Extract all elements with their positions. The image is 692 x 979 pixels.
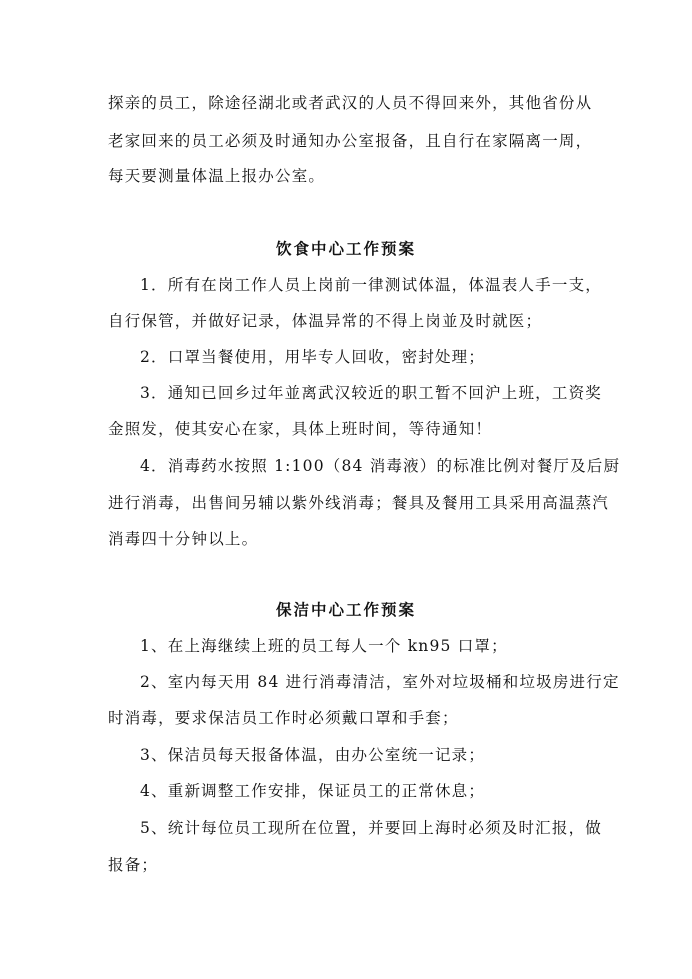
intro-line-1: 探亲的员工，除途径湖北或者武汉的人员不得回来外，其他省份从 [108,94,593,112]
cleaning-item-5-line-1: 5、统计每位员工现所在位置，并要回上海时必须及时汇报，做 [140,819,602,837]
cleaning-item-5-line-2: 报备； [108,856,159,874]
catering-item-4-line-3: 消毒四十分钟以上。 [108,530,259,548]
catering-item-1-line-2: 自行保管，并做好记录，体温异常的不得上岗並及时就医； [108,312,543,330]
intro-line-2: 老家回来的员工必须及时通知办公室报备，且自行在家隔离一周， [108,132,593,150]
catering-item-3-line-1: 3．通知已回乡过年並离武汉较近的职工暂不回沪上班，工资奖 [140,384,602,402]
catering-item-1-line-1: 1．所有在岗工作人员上岗前一律测试体温，体温表人手一支， [140,276,602,294]
cleaning-item-1: 1、在上海继续上班的员工每人一个 kn95 口罩； [140,637,508,655]
cleaning-item-2-line-1: 2、室内每天用 84 进行消毒清洁，室外对垃圾桶和垃圾房进行定 [140,673,620,691]
cleaning-item-3: 3、保洁员每天报备体温，由办公室统一记录； [140,746,486,764]
cleaning-item-2-line-2: 时消毒，要求保洁员工作时必须戴口罩和手套； [108,709,459,727]
catering-title: 饮食中心工作预案 [275,239,416,258]
catering-item-2: 2．口罩当餐使用，用毕专人回收，密封处理； [140,348,486,366]
intro-line-3: 每天要测量体温上报办公室。 [108,167,326,185]
catering-item-4-line-2: 进行消毒，出售间另辅以紫外线消毒；餐具及餐用工具采用高温蒸汽 [108,494,610,512]
cleaning-title: 保洁中心工作预案 [275,600,416,619]
cleaning-item-4: 4、重新调整工作安排，保证员工的正常休息； [140,782,486,800]
catering-item-3-line-2: 金照发，使其安心在家，具体上班时间，等待通知！ [108,420,493,438]
catering-item-4-line-1: 4．消毒药水按照 1:100（84 消毒液）的标准比例对餐厅及后厨 [140,457,621,475]
